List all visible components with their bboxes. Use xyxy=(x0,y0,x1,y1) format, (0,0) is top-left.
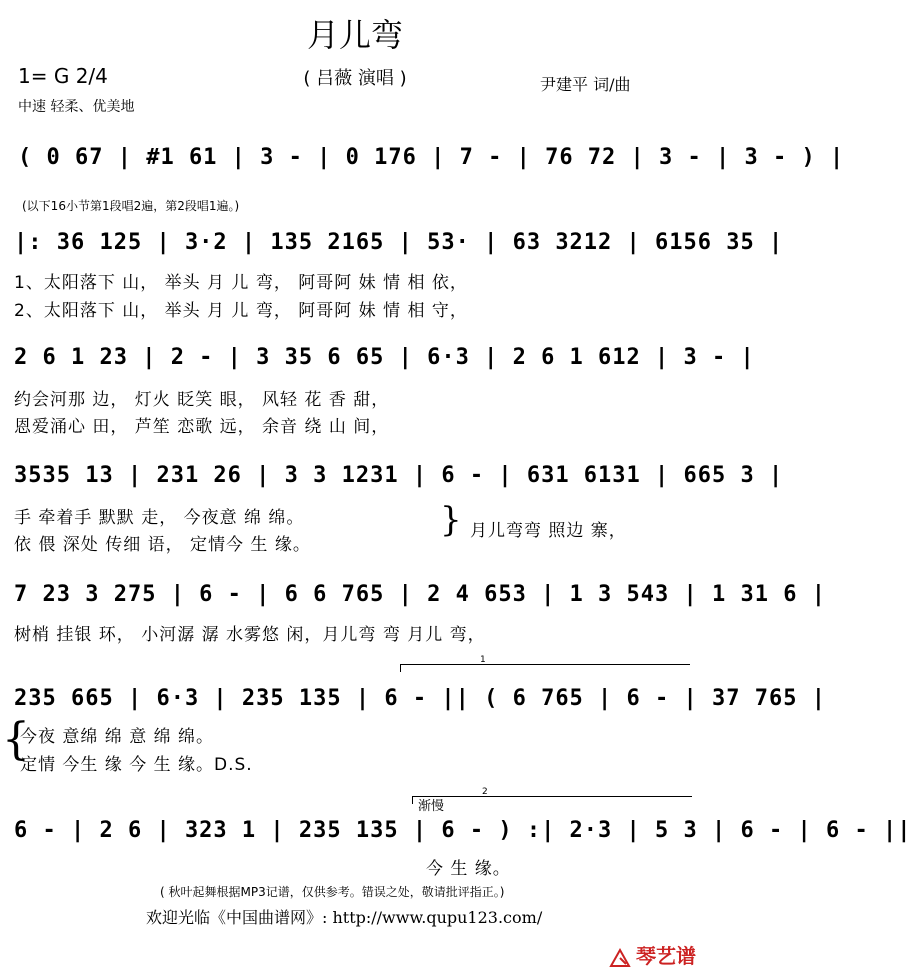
lyric-brace-right: } xyxy=(440,500,462,540)
logo-icon xyxy=(608,946,632,970)
score-line-5: 235 665 | 6·3 | 235 135 | 6 - || ( 6 765 | 6 - | 37 765 | xyxy=(14,686,826,711)
lyric-line-5b: 定情 今生 缘 今 生 缘。D.S. xyxy=(20,755,253,775)
volta-1-tick xyxy=(400,664,401,672)
score-line-6: 6 - | 2 6 | 323 1 | 235 135 | 6 - ) :| 2·3 | 5 3 | 6 - | 6 - || xyxy=(14,818,911,843)
key-signature: 1= G 2/4 xyxy=(18,64,108,88)
site-logo xyxy=(608,940,696,970)
logo-text: 琴艺谱 xyxy=(636,944,696,968)
score-line-4: 7 23 3 275 | 6 - | 6 6 765 | 2 4 653 | 1 3 543 | 1 31 6 | xyxy=(14,582,826,607)
ritardando-marking: 渐慢 xyxy=(418,799,445,814)
lyric-chorus: 月儿弯弯 照边 寨， xyxy=(470,521,627,541)
transcription-credit: ( 秋叶起舞根据MP3记谱，仅供参考。错误之处，敬请批评指正。) xyxy=(160,885,505,899)
lyric-line-4: 树梢 挂银 环， 小河潺 潺 水雾悠 闲，月儿弯 弯 月儿 弯， xyxy=(14,625,486,645)
score-line-2: 2 6 1 23 | 2 - | 3 35 6 65 | 6·3 | 2 6 1 612 | 3 - | xyxy=(14,345,755,370)
lyric-line-2a: 约会河那 边， 灯火 眨笑 眼， 风轻 花 香 甜， xyxy=(14,390,390,410)
song-title: 月儿弯 xyxy=(306,16,403,54)
score-line-intro: ( 0 67 | #1 61 | 3 - | 0 176 | 7 - | 76 72 | 3 - | 3 - ) | xyxy=(18,145,845,170)
lyric-line-1a: 1、太阳落下 山， 举头 月 儿 弯， 阿哥阿 妹 情 相 依， xyxy=(14,273,468,293)
lyric-line-6: 今 生 缘。 xyxy=(426,859,511,879)
volta-1-bracket xyxy=(400,664,690,665)
lyric-line-3a: 手 牵着手 默默 走， 今夜意 绵 绵。 xyxy=(14,508,305,528)
lyric-line-5a: 今夜 意绵 绵 意 绵 绵。 xyxy=(20,727,215,747)
composer-credit: 尹建平 词/曲 xyxy=(540,75,631,94)
lyric-line-3b: 依 偎 深处 传细 语， 定情今 生 缘。 xyxy=(14,535,311,555)
lyric-line-1b: 2、太阳落下 山， 举头 月 儿 弯， 阿哥阿 妹 情 相 守， xyxy=(14,301,468,321)
repeat-note: (以下16小节第1段唱2遍，第2段唱1遍。) xyxy=(22,199,240,213)
score-line-1: |: 36 125 | 3·2 | 135 2165 | 53· | 63 3212 | 6156 35 | xyxy=(14,230,784,255)
singer-credit: ( 吕薇 演唱 ) xyxy=(303,68,407,89)
volta-2-label: 2 xyxy=(482,787,488,797)
score-line-3: 3535 13 | 231 26 | 3 3 1231 | 6 - | 631 6131 | 665 3 | xyxy=(14,463,784,488)
volta-1-label: 1 xyxy=(480,655,486,665)
volta-2-bracket xyxy=(412,796,692,797)
lyric-brace-left: { xyxy=(2,714,30,765)
volta-2-tick xyxy=(412,796,413,804)
tempo-marking: 中速 轻柔、优美地 xyxy=(18,99,135,115)
website-credit: 欢迎光临《中国曲谱网》: http://www.qupu123.com/ xyxy=(146,908,543,927)
lyric-line-2b: 恩爱涌心 田， 芦笙 恋歌 远， 余音 绕 山 间， xyxy=(14,417,390,437)
